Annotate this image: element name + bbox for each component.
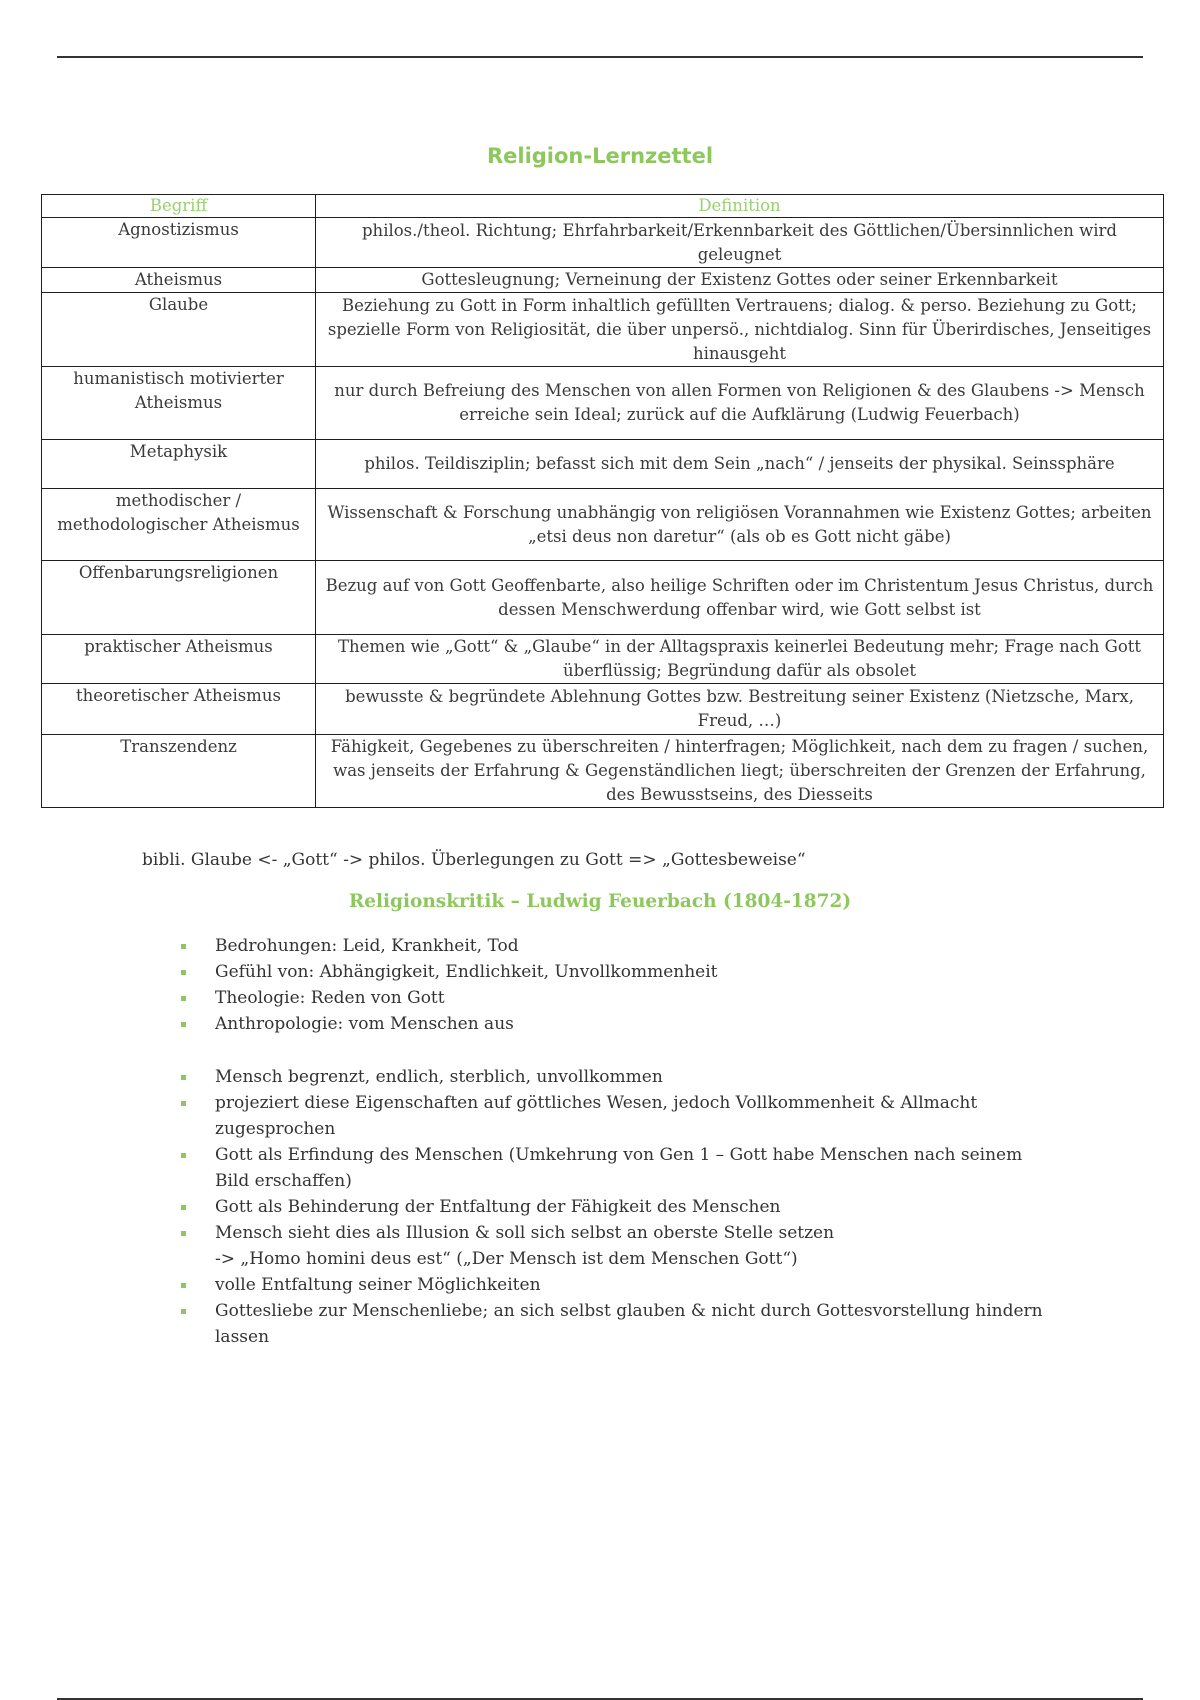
definition-cell: nur durch Befreiung des Menschen von allen Formen von Religionen & des Glaubens -> Mensch erreiche sein Ideal; zurück auf die Aufklärung (Ludwig Feuerbach) [316, 367, 1164, 440]
square-bullet-icon [181, 1309, 186, 1314]
table-row [42, 268, 1164, 293]
term-cell: methodischer / methodologischer Atheismus [42, 489, 316, 561]
list-item-text: Bedrohungen: Leid, Krankheit, Tod [215, 936, 519, 956]
bullet-list-threats [180, 933, 1020, 1037]
list-item-text: Mensch begrenzt, endlich, sterblich, unvollkommen [215, 1067, 663, 1087]
definition-cell: Themen wie „Gott“ & „Glaube“ in der Alltagspraxis keinerlei Bedeutung mehr; Frage nach Gott überflüssig; Begründung dafür als obsolet [316, 635, 1164, 684]
square-bullet-icon [181, 970, 186, 975]
list-item [180, 933, 1020, 959]
header-term: Begriff [42, 195, 316, 218]
definition-cell: Gottesleugnung; Verneinung der Existenz Gottes oder seiner Erkennbarkeit [316, 268, 1164, 293]
list-item [180, 959, 1020, 985]
table-row [42, 561, 1164, 635]
list-item-text: Gott als Erfindung des Menschen (Umkehrung von Gen 1 – Gott habe Menschen nach seinem Bild erschaffen) [215, 1145, 1023, 1191]
list-item [180, 1194, 1050, 1220]
glossary-table [41, 194, 1164, 808]
list-item [180, 1142, 1050, 1194]
term-cell: theoretischer Atheismus [42, 684, 316, 735]
table-row [42, 489, 1164, 561]
term-cell: humanistisch motivierter Atheismus [42, 367, 316, 440]
list-item [180, 1298, 1050, 1350]
square-bullet-icon [181, 1283, 186, 1288]
square-bullet-icon [181, 1022, 186, 1027]
list-item-text: Anthropologie: vom Menschen aus [215, 1014, 514, 1034]
page-title: Religion-Lernzettel [486, 144, 714, 168]
square-bullet-icon [181, 1153, 186, 1158]
list-item-text: Gott als Behinderung der Entfaltung der Fähigkeit des Menschen [215, 1197, 781, 1217]
definition-cell: Wissenschaft & Forschung unabhängig von religiösen Vorannahmen wie Existenz Gottes; arbeiten „etsi deus non daretur“ (als ob es Gott nicht gäbe) [316, 489, 1164, 561]
table-row [42, 367, 1164, 440]
term-cell: Offenbarungsreligionen [42, 561, 316, 635]
bullet-list-feuerbach [180, 1064, 1050, 1350]
table-row [42, 218, 1164, 268]
list-item-text: Theologie: Reden von Gott [215, 988, 445, 1008]
list-item [180, 985, 1020, 1011]
section-title: Religionskritik – Ludwig Feuerbach (1804-1872) [348, 891, 852, 912]
top-rule [57, 56, 1143, 58]
table-row [42, 635, 1164, 684]
header-definition: Definition [316, 195, 1164, 218]
definition-cell: bewusste & begründete Ablehnung Gottes bzw. Bestreitung seiner Existenz (Nietzsche, Marx, Freud, …) [316, 684, 1164, 735]
definition-cell: philos./theol. Richtung; Ehrfahrbarkeit/Erkennbarkeit des Göttlichen/Übersinnlichen wird geleugnet [316, 218, 1164, 268]
list-item-text: projeziert diese Eigenschaften auf göttliches Wesen, jedoch Vollkommenheit & Allmacht zugesprochen [215, 1093, 978, 1139]
square-bullet-icon [181, 1205, 186, 1210]
definition-cell: Fähigkeit, Gegebenes zu überschreiten / hinterfragen; Möglichkeit, nach dem zu fragen / suchen, was jenseits der Erfahrung & Gegenständlichen liegt; überschreiten der Grenzen der Erfahrung, des Bewusstseins, des Diesseits [316, 735, 1164, 808]
term-cell: Glaube [42, 293, 316, 367]
list-item [180, 1090, 1050, 1142]
term-cell: Atheismus [42, 268, 316, 293]
definition-cell: philos. Teildisziplin; befasst sich mit dem Sein „nach“ / jenseits der physikal. Seinssphäre [316, 440, 1164, 489]
list-item [180, 1272, 1050, 1298]
list-item-text: Mensch sieht dies als Illusion & soll sich selbst an oberste Stelle setzen [215, 1223, 835, 1243]
list-item-text: -> „Homo homini deus est“ („Der Mensch ist dem Menschen Gott“) [215, 1249, 798, 1269]
square-bullet-icon [181, 944, 186, 949]
list-item-text: Gottesliebe zur Menschenliebe; an sich selbst glauben & nicht durch Gottesvorstellung hindern lassen [215, 1301, 1043, 1347]
term-cell: Agnostizismus [42, 218, 316, 268]
list-item-text: volle Entfaltung seiner Möglichkeiten [215, 1275, 541, 1295]
term-cell: Metaphysik [42, 440, 316, 489]
square-bullet-icon [181, 1075, 186, 1080]
table-row [42, 735, 1164, 808]
table-row [42, 440, 1164, 489]
summary-line: bibli. Glaube <- „Gott“ -> philos. Überlegungen zu Gott => „Gottesbeweise“ [142, 850, 806, 870]
square-bullet-icon [181, 1101, 186, 1106]
definition-cell: Bezug auf von Gott Geoffenbarte, also heilige Schriften oder im Christentum Jesus Christus, durch dessen Menschwerdung offenbar wird, wie Gott selbst ist [316, 561, 1164, 635]
list-item [180, 1011, 1020, 1037]
square-bullet-icon [181, 1231, 186, 1236]
square-bullet-icon [181, 996, 186, 1001]
term-cell: praktischer Atheismus [42, 635, 316, 684]
table-header-row [42, 195, 1164, 218]
definition-cell: Beziehung zu Gott in Form inhaltlich gefüllten Vertrauens; dialog. & perso. Beziehung zu Gott; spezielle Form von Religiosität, die über unpersö., nichtdialog. Sinn für Überirdisches, Jenseitiges hinausgeht [316, 293, 1164, 367]
table-row [42, 293, 1164, 367]
list-item [180, 1064, 1050, 1090]
table-row [42, 684, 1164, 735]
list-item [180, 1220, 1050, 1272]
term-cell: Transzendenz [42, 735, 316, 808]
list-item-text: Gefühl von: Abhängigkeit, Endlichkeit, Unvollkommenheit [215, 962, 718, 982]
